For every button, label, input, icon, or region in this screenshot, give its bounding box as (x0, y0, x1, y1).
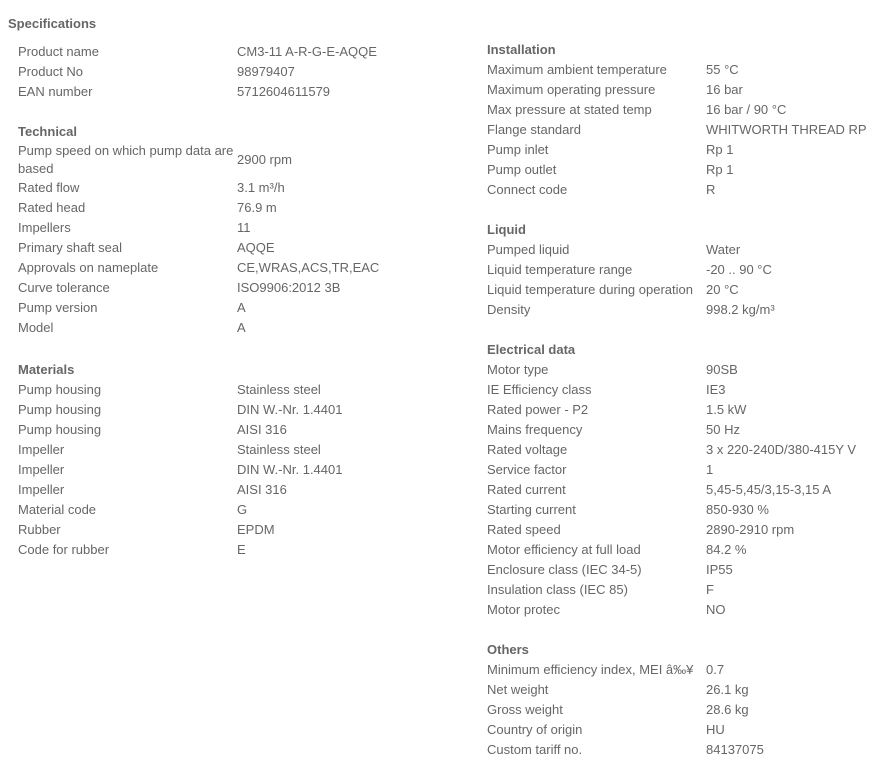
spec-row (487, 260, 887, 280)
spec-row (18, 218, 458, 238)
spec-row (487, 580, 887, 600)
spec-label: Motor efficiency at full load (487, 542, 641, 557)
spec-row (487, 460, 887, 480)
spec-row (18, 500, 458, 520)
spec-label: Pump housing (18, 422, 102, 437)
spec-value: DIN W.-Nr. 1.4401 (237, 462, 343, 477)
spec-section-electrical-data (487, 340, 887, 620)
spec-row (18, 258, 458, 278)
spec-value: 28.6 kg (706, 702, 749, 717)
spec-section-installation (487, 40, 887, 200)
spec-value: A (237, 300, 246, 315)
spec-label: Enclosure class (IEC 34-5) (487, 562, 642, 577)
spec-section-materials (18, 360, 458, 560)
spec-value: 84.2 % (706, 542, 747, 557)
spec-value: DIN W.-Nr. 1.4401 (237, 402, 343, 417)
spec-value: 26.1 kg (706, 682, 749, 697)
spec-value: 1 (706, 462, 714, 477)
spec-row (487, 280, 887, 300)
spec-row (487, 540, 887, 560)
spec-row (18, 400, 458, 420)
spec-label: Rated head (18, 200, 86, 215)
spec-row (18, 198, 458, 218)
spec-row (487, 660, 887, 680)
spec-label: Pump version (18, 300, 98, 315)
spec-label: Liquid temperature range (487, 262, 633, 277)
spec-row (18, 460, 458, 480)
spec-row (487, 80, 887, 100)
spec-row (487, 140, 887, 160)
spec-value: 55 °C (706, 62, 739, 77)
spec-row (18, 238, 458, 258)
spec-value: 16 bar / 90 °C (706, 102, 787, 117)
spec-label: Rated speed (487, 522, 561, 537)
spec-row (18, 178, 458, 198)
spec-label: Flange standard (487, 122, 581, 137)
spec-value: AISI 316 (237, 422, 287, 437)
spec-value: Stainless steel (237, 382, 321, 397)
spec-row (487, 740, 887, 760)
spec-row (487, 100, 887, 120)
spec-row (487, 520, 887, 540)
spec-label: Insulation class (IEC 85) (487, 582, 628, 597)
spec-row (18, 62, 458, 82)
spec-row (487, 120, 887, 140)
spec-label: Motor protec (487, 602, 560, 617)
spec-value: 76.9 m (237, 200, 277, 215)
spec-value: G (237, 502, 248, 517)
section-title: Installation (487, 42, 556, 57)
section-title: Technical (18, 124, 78, 139)
section-title: Materials (18, 362, 75, 377)
spec-row (487, 360, 887, 380)
spec-row (18, 540, 458, 560)
spec-row (18, 318, 458, 338)
spec-label: Pump housing (18, 402, 102, 417)
spec-label: Maximum ambient temperature (487, 62, 667, 77)
spec-row (18, 278, 458, 298)
spec-label: Liquid temperature during operation (487, 282, 693, 297)
spec-value: Rp 1 (706, 162, 734, 177)
spec-value: CE,WRAS,ACS,TR,EAC (237, 260, 380, 275)
spec-value: 3.1 m³/h (237, 180, 285, 195)
spec-label: Rated power - P2 (487, 402, 589, 417)
spec-label: IE Efficiency class (487, 382, 592, 397)
spec-row (18, 42, 458, 62)
spec-label: Net weight (487, 682, 549, 697)
spec-value: AQQE (237, 240, 275, 255)
spec-value: 11 (237, 220, 251, 235)
spec-row (18, 380, 458, 400)
spec-label: Rated flow (18, 180, 80, 195)
spec-value: ISO9906:2012 3B (237, 280, 341, 295)
spec-label: Impeller (18, 462, 65, 477)
spec-row (487, 240, 887, 260)
spec-label: Connect code (487, 182, 568, 197)
spec-row (487, 400, 887, 420)
spec-label: Product name (18, 44, 99, 59)
spec-label: Model (18, 320, 54, 335)
spec-value: WHITWORTH THREAD RP (706, 122, 867, 137)
spec-row (487, 60, 887, 80)
spec-label: Impeller (18, 482, 65, 497)
spec-label: Max pressure at stated temp (487, 102, 652, 117)
spec-value: IP55 (706, 562, 733, 577)
spec-row (487, 720, 887, 740)
spec-label: Service factor (487, 462, 567, 477)
spec-value: 998.2 kg/m³ (706, 302, 775, 317)
spec-value: -20 .. 90 °C (706, 262, 772, 277)
section-title: Electrical data (487, 342, 576, 357)
spec-value: Water (706, 242, 741, 257)
spec-label: Impellers (18, 220, 71, 235)
spec-value: 2890-2910 rpm (706, 522, 795, 537)
spec-value: Stainless steel (237, 442, 321, 457)
spec-value: NO (706, 602, 726, 617)
page-title: Specifications (8, 16, 97, 31)
spec-row (487, 440, 887, 460)
spec-section-technical (18, 122, 458, 338)
spec-value: 850-930 % (706, 502, 769, 517)
spec-label: Curve tolerance (18, 280, 110, 295)
spec-value: R (706, 182, 716, 197)
spec-row (487, 680, 887, 700)
spec-row (18, 142, 458, 178)
spec-value: AISI 316 (237, 482, 287, 497)
spec-row (18, 420, 458, 440)
section-title: Liquid (487, 222, 526, 237)
spec-label: Rubber (18, 522, 61, 537)
spec-label: Code for rubber (18, 542, 110, 557)
spec-value: EPDM (237, 522, 275, 537)
spec-row (18, 82, 458, 102)
spec-value: 90SB (706, 362, 738, 377)
spec-value: F (706, 582, 714, 597)
spec-section-liquid (487, 220, 887, 320)
spec-row (487, 480, 887, 500)
spec-row (18, 298, 458, 318)
spec-label: Gross weight (487, 702, 563, 717)
spec-label: Motor type (487, 362, 549, 377)
spec-label: Pump housing (18, 382, 102, 397)
spec-value: Rp 1 (706, 142, 734, 157)
spec-row (487, 180, 887, 200)
spec-value: CM3-11 A-R-G-E-AQQE (237, 44, 377, 59)
spec-value: A (237, 320, 246, 335)
spec-label: Pump speed on which pump data are based (18, 143, 234, 176)
spec-row (18, 480, 458, 500)
spec-label: Product No (18, 64, 84, 79)
spec-row (18, 440, 458, 460)
spec-value: 20 °C (706, 282, 739, 297)
spec-value: 16 bar (706, 82, 743, 97)
spec-row (487, 300, 887, 320)
spec-row (487, 600, 887, 620)
spec-row (487, 160, 887, 180)
spec-label: Rated current (487, 482, 566, 497)
spec-row (487, 380, 887, 400)
spec-value: 50 Hz (706, 422, 740, 437)
spec-label: Pump outlet (487, 162, 557, 177)
spec-value: E (237, 542, 246, 557)
spec-row (18, 520, 458, 540)
spec-label: Starting current (487, 502, 576, 517)
spec-value: IE3 (706, 382, 726, 397)
spec-label: Density (487, 302, 531, 317)
spec-label: Country of origin (487, 722, 583, 737)
spec-label: Custom tariff no. (487, 742, 583, 757)
spec-value: 0.7 (706, 662, 725, 677)
spec-value: 3 x 220-240D/380-415Y V (706, 442, 857, 457)
spec-label: Approvals on nameplate (18, 260, 159, 275)
spec-label: Pumped liquid (487, 242, 570, 257)
spec-value: HU (706, 722, 725, 737)
spec-label: Maximum operating pressure (487, 82, 656, 97)
spec-value: 84137075 (706, 742, 764, 757)
spec-row (487, 420, 887, 440)
spec-section-product (18, 42, 458, 102)
spec-label: Minimum efficiency index, MEI â‰¥ (487, 662, 694, 677)
spec-row (487, 700, 887, 720)
spec-section-others (487, 640, 887, 760)
spec-label: Mains frequency (487, 422, 583, 437)
spec-label: EAN number (18, 84, 93, 99)
spec-label: Primary shaft seal (18, 240, 123, 255)
spec-label: Pump inlet (487, 142, 549, 157)
spec-row (487, 500, 887, 520)
spec-label: Material code (18, 502, 97, 517)
spec-label: Rated voltage (487, 442, 568, 457)
spec-row (487, 560, 887, 580)
spec-label: Impeller (18, 442, 65, 457)
section-title: Others (487, 642, 529, 657)
spec-value: 5,45-5,45/3,15-3,15 A (706, 482, 832, 497)
spec-value: 5712604611579 (237, 84, 331, 99)
spec-value: 98979407 (237, 64, 295, 79)
spec-value: 1.5 kW (706, 402, 747, 417)
spec-value: 2900 rpm (237, 152, 292, 167)
